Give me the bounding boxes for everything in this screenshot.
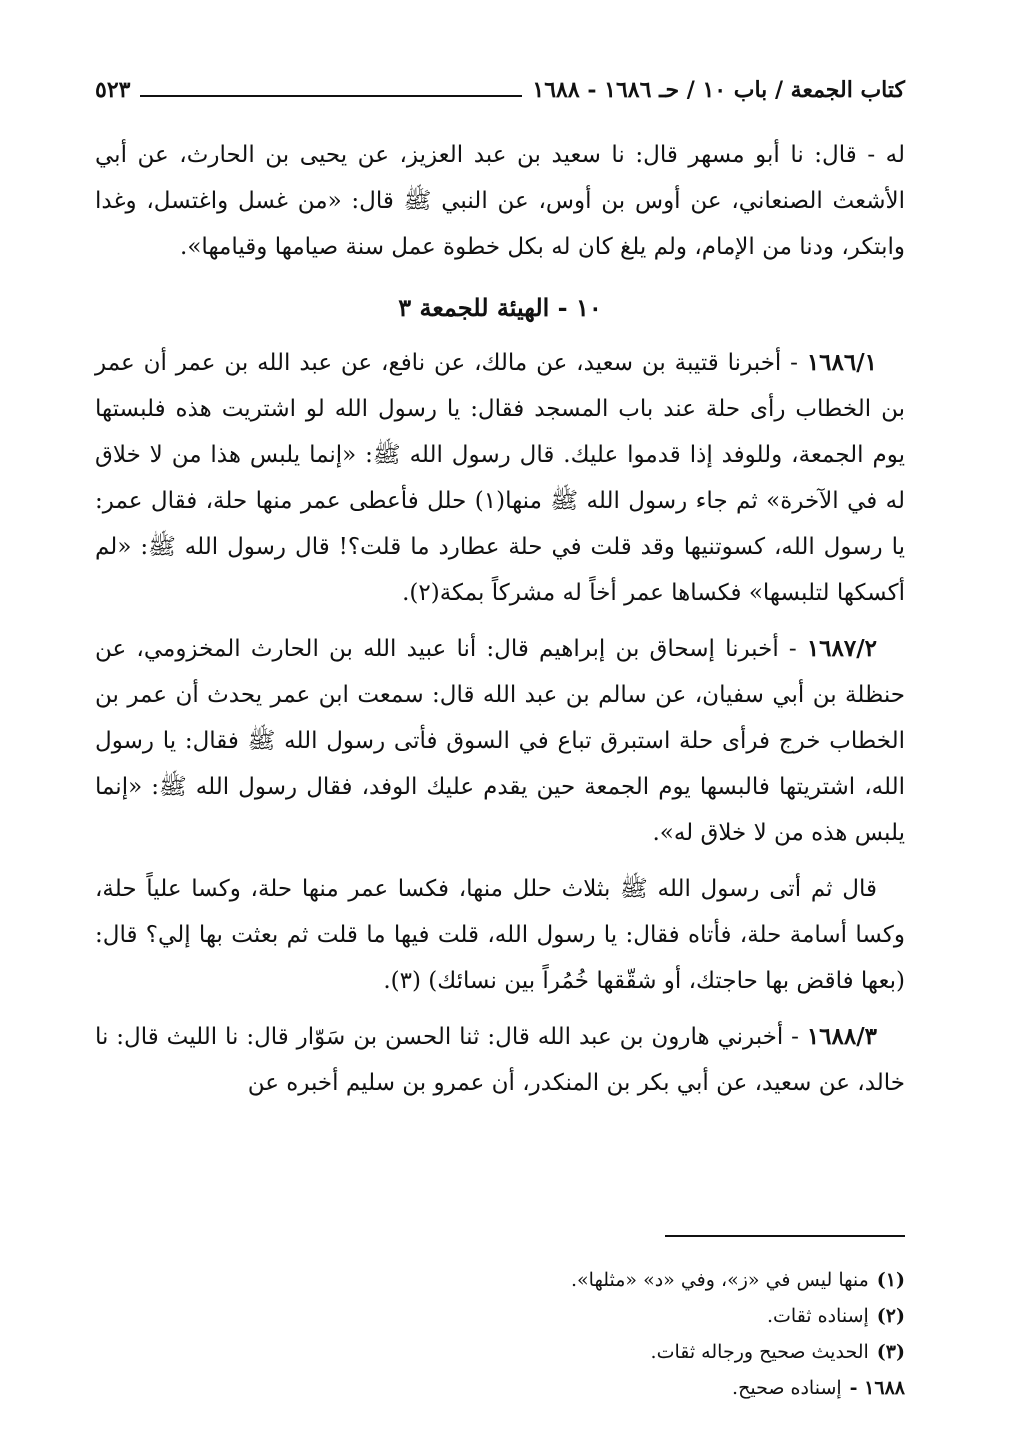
hadith-number: ١٦٨٦/١ — [806, 349, 877, 376]
continuation-paragraph: قال ثم أتى رسول الله ﷺ بثلاث حلل منها، فكسا عمر منها حلة، وكسا علياً حلة، وكسا أسامة حلة، فأتاه فقال: يا رسول الله، قلت فيها ما قلت ثم بعثت بها إلي؟ قال: (بعها فاقض بها حاجتك، أو شقّقها خُمُراً بين نسائك) (٣). — [95, 876, 905, 994]
header-rule — [140, 95, 522, 97]
footnote-separator — [665, 1235, 905, 1237]
footnote-item — [95, 1298, 905, 1334]
footnote-item — [95, 1370, 905, 1406]
page-number: ٥٢٣ — [95, 77, 131, 103]
hadith-1687-paragraph — [95, 626, 905, 856]
footnote-text: إسناده ثقات. — [766, 1305, 869, 1327]
footnote-item — [95, 1334, 905, 1370]
hadith-text: - أخبرنا إسحاق بن إبراهيم قال: أنا عبيد الله بن الحارث المخزومي، عن حنظلة بن أبي سفيان، عن سالم بن عبد الله قال: سمعت ابن عمر يحدث أن عمر بن الخطاب خرج فرأى حلة استبرق تباع في السوق فأتى رسول الله ﷺ فقال: يا رسول الله، اشتريتها فالبسها يوم الجمعة حين يقدم عليك الوفد، فقال رسول الله ﷺ: «إنما يلبس هذه من لا خلاق له». — [95, 636, 905, 846]
footnote-marker: (٢) — [876, 1305, 905, 1327]
footnote-marker: (١) — [876, 1269, 905, 1291]
footnote-marker: ١٦٨٨ - — [849, 1377, 905, 1399]
hadith-number: ١٦٨٧/٢ — [806, 635, 877, 662]
footnote-text: منها ليس في «ز»، وفي «د» «مثلها». — [571, 1269, 869, 1291]
footnote-text: إسناده صحيح. — [732, 1377, 842, 1399]
intro-paragraph: له - قال: نا أبو مسهر قال: نا سعيد بن عبد العزيز، عن يحيى بن الحارث، عن أبي الأشعث الصنعاني، عن أوس بن أوس، عن النبي ﷺ قال: «من غسل واغتسل، وغدا وابتكر، ودنا من الإمام، ولم يلغ كان له بكل خطوة عمل سنة صيامها وقيامها». — [95, 142, 905, 260]
hadith-text: - أخبرنا قتيبة بن سعيد، عن مالك، عن نافع، عن عبد الله بن عمر أن عمر بن الخطاب رأى حلة عند باب المسجد فقال: يا رسول الله لو اشتريت هذه فلبستها يوم الجمعة، وللوفد إذا قدموا عليك. قال رسول الله ﷺ: «إنما يلبس هذا من لا خلاق له في الآخرة» ثم جاء رسول الله ﷺ منها(١) حلل فأعطى عمر منها حلة، فقال عمر: يا رسول الله، كسوتنيها وقد قلت في حلة عطارد ما قلت؟! قال رسول الله ﷺ: «لم أكسكها لتلبسها» فكساها عمر أخاً له مشركاً بمكة(٢). — [95, 350, 905, 606]
section-heading: ١٠ - الهيئة للجمعة ٣ — [398, 293, 602, 322]
hadith-1686-paragraph — [95, 340, 905, 616]
footnotes — [95, 1262, 905, 1406]
footnote-text: الحديث صحيح ورجاله ثقات. — [650, 1341, 869, 1363]
running-header — [95, 70, 905, 110]
chapter-title: كتاب الجمعة / باب ١٠ / حـ ١٦٨٦ - ١٦٨٨ — [532, 77, 905, 103]
main-text — [95, 132, 905, 1106]
document-page — [95, 70, 905, 1106]
footnote-marker: (٣) — [876, 1341, 905, 1363]
footnote-item — [95, 1262, 905, 1298]
hadith-text: - أخبرني هارون بن عبد الله قال: ثنا الحسن بن سَوّار قال: نا الليث قال: نا خالد، عن سعيد، عن أبي بكر بن المنكدر، أن عمرو بن سليم أخبره عن — [95, 1024, 905, 1096]
hadith-1688-paragraph — [95, 1014, 905, 1106]
hadith-number: ١٦٨٨/٣ — [806, 1023, 877, 1050]
